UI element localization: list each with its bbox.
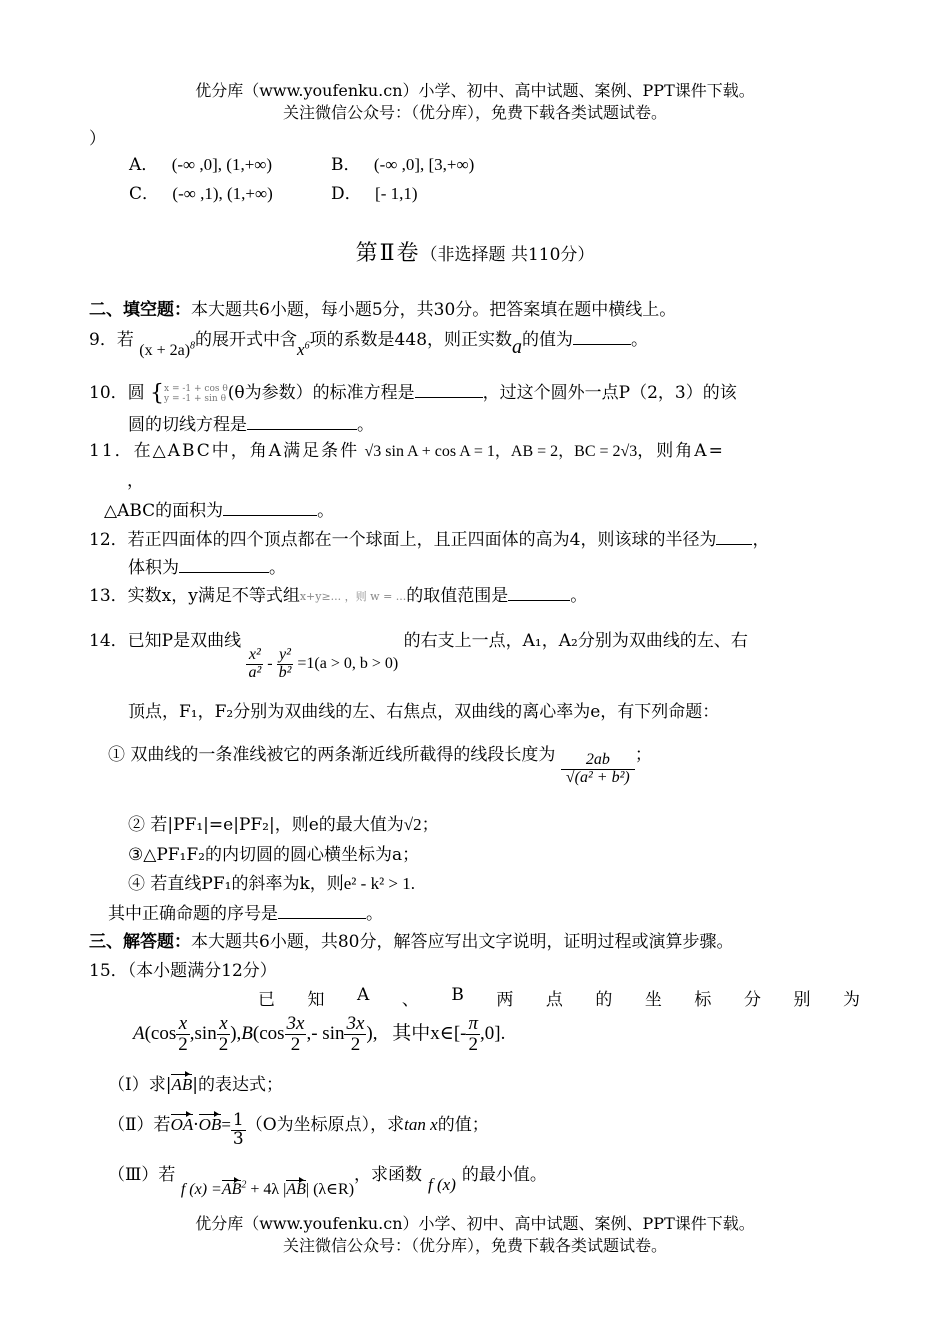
q14-prop-4: ④ 若直线PF₁的斜率为k，则e² - k² > 1. — [128, 874, 416, 894]
answer-blank[interactable] — [179, 572, 269, 573]
param-system: x = -1 + cos θ y = -1 + sin θ — [164, 383, 228, 404]
answer-blank[interactable] — [415, 397, 483, 398]
q8-option-c: C． (-∞ ,1), (1,+∞) — [129, 184, 273, 204]
answer-blank[interactable] — [716, 544, 752, 545]
q8-option-d: D． [- 1,1) — [331, 184, 418, 204]
q14-prop-2: ② 若|PF₁|=e|PF₂|，则e的最大值为√2； — [128, 815, 439, 835]
page-header-line1: 优分库（www.youfenku.cn）小学、初中、高中试题、案例、PPT课件下载。 — [195, 81, 755, 100]
question-13: 13．实数x，y满足不等式组x+y≥... ，则 w = ...的取值范围是 。 — [89, 586, 588, 606]
q8-option-a: A． (-∞ ,0], (1,+∞) — [129, 155, 273, 175]
q14-prop-1: ① 双曲线的一条准线被它的两条渐近线所截得的线段长度为 $\frac{2ab}{\text{√(a² + b²)}}$ ； — [108, 745, 652, 786]
q14-ask: 其中正确命题的序号是 。 — [108, 904, 383, 924]
question-9: 9．若 $(x + 2a)^8$的展开式中含$x^6$项的系数是448，则正实数a的值为 。 — [89, 330, 649, 359]
question-10-line2: 圆的切线方程是 。 — [128, 415, 374, 435]
q15-part-3: （Ⅲ）若 f $(x) =AB^2 + 4\lambda$ |AB| (λ∈R)，求函数 f (x) 的最小值。 — [108, 1165, 547, 1198]
question-15-title: 15．（本小题满分12分） — [89, 961, 277, 981]
page-footer-line2: 关注微信公众号：（优分库），免费下载各类试题试卷。 — [282, 1236, 667, 1255]
q14-prop-3: ③△PF₁F₂的内切圆的圆心横坐标为a； — [128, 845, 420, 865]
page-footer-line1: 优分库（www.youfenku.cn）小学、初中、高中试题、案例、PPT课件下载。 — [195, 1214, 755, 1233]
fill-heading: 二、填空题：本大题共6小题，每小题5分，共30分。把答案填在题中横线上。 — [89, 300, 677, 320]
answer-blank[interactable] — [223, 515, 317, 516]
answer-blank[interactable] — [278, 918, 366, 919]
question-10: 10．圆 {x = -1 + cos θ y = -1 + sin θ (θ为参数）的标准方程是 ，过这个圆外一点P（2，3）的该 — [89, 381, 737, 406]
question-14: 14．已知P是双曲线 $\frac{\text{x²}}{\text{a²}}$ - $\frac{\text{y²}}{\text{b²}}$ =1(a > 0, b > 0) 的右支上一点，A₁，A₂分别为双曲线的左、右 — [89, 631, 748, 681]
q15-part-1: （Ⅰ）求|AB|的表达式； — [108, 1075, 283, 1095]
answer-blank[interactable] — [508, 600, 570, 601]
question-11: 11．在△ABC中，角A满足条件 √3 sin A + cos A = 1，AB = 2，BC = 2√3，则角A= — [89, 441, 725, 461]
page-header-line2: 关注微信公众号：（优分库），免费下载各类试题试卷。 — [282, 103, 667, 122]
q15-part-2: （Ⅱ）若OA·OB= $\frac{1}{3}$ （O为坐标原点），求tan x的值； — [108, 1110, 489, 1149]
carry-over-paren: ） — [89, 129, 106, 149]
section2-title: 第Ⅱ卷（非选择题 共110分） — [355, 241, 595, 266]
q8-option-b: B． (-∞ ,0], [3,+∞) — [331, 155, 475, 175]
question-14-line2: 顶点，F₁，F₂分别为双曲线的左、右焦点，双曲线的离心率为e，有下列命题： — [128, 702, 720, 722]
inequality-system: x+y≥... ，则 w = ... — [299, 589, 407, 603]
answer-blank[interactable] — [573, 344, 631, 345]
question-15-coordinates: A(cos $\frac{x}{2}$ ,sin $\frac{x}{2}$ ),B(cos $\frac{3x}{2}$ ,- sin $\frac{3x}{2}$ ), 其中x∈[- $\frac{\pi}{2}$ ,0]. — [133, 1013, 506, 1055]
question-12-line2: 体积为 。 — [128, 558, 286, 578]
question-12: 12．若正四面体的四个顶点都在一个球面上，且正四面体的高为4，则该球的半径为 ， — [89, 530, 770, 550]
answer-blank[interactable] — [247, 429, 357, 430]
question-11-comma: ， — [127, 471, 144, 491]
question-15-spread-text: 已 知 A 、 B 两 点 的 坐 标 分 别 为 — [258, 985, 860, 1010]
solve-heading: 三、解答题：本大题共6小题，共80分，解答应写出文字说明，证明过程或演算步骤。 — [89, 932, 734, 952]
question-11-line2: △ABC的面积为 。 — [104, 501, 335, 521]
